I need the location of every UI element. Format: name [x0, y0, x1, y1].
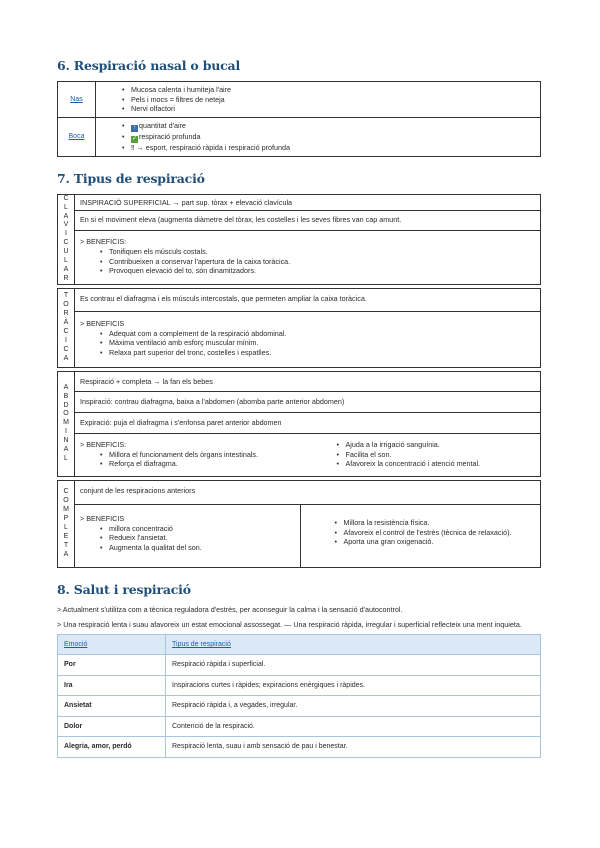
section-8-title: 8. Salut i respiració: [57, 581, 191, 597]
list-item: • Relaxa part superior del tronc, costelles i espatlles.: [98, 348, 535, 358]
letter: L: [64, 203, 68, 211]
paragraph-2: > Una respiració lenta i suau afavoreix un estat emocional assossegat. — Una respiració ràpida, irregular i superficial reflecteix una ment inquieta.: [57, 620, 522, 630]
emotion-cell: Ansietat: [58, 696, 166, 716]
list-item: • Millora el funcionament dels òrgans intestinals.: [98, 450, 293, 460]
letter: O: [63, 301, 69, 309]
list-item: • Pels i mocs = filtres de neteja: [120, 95, 540, 105]
boca-item-text: quantitat d'aire: [139, 121, 186, 131]
benefits-right: [300, 505, 541, 567]
breathing-cell: Inspiracions curtes i ràpides; expiracions enèrgiques i ràpides.: [166, 675, 541, 695]
table-row: [58, 696, 541, 716]
letter: B: [63, 392, 69, 400]
boca-link[interactable]: Boca: [68, 133, 85, 141]
benefits-list: [98, 450, 293, 469]
tipus-link[interactable]: Tipus de respiració: [172, 640, 231, 648]
list-item: • Tonifiquen els músculs costals.: [98, 247, 535, 257]
boca-cell: [58, 118, 96, 157]
letter: N: [63, 437, 69, 445]
letter: L: [64, 455, 68, 463]
letter: R: [63, 275, 69, 283]
breathing-cell: Respiració ràpida i, a vegades, irregular.: [166, 696, 541, 716]
list-item: • Mucosa calenta i humiteja l'aire: [120, 85, 540, 95]
completa-benefits: [75, 505, 540, 567]
toracica-rows: [75, 289, 540, 367]
benefits-title: > BENEFICIS:: [80, 237, 127, 247]
letter: A: [63, 446, 69, 454]
letter: C: [63, 194, 69, 202]
letter: C: [63, 239, 69, 247]
list-item: • Augmenta la qualitat del son.: [98, 543, 295, 553]
clavicular-row-1: INSPIRACIÓ SUPERFICIAL → part sup. tòrax + elevació clavícula: [75, 195, 540, 212]
letter: A: [63, 266, 69, 274]
list-item: • Afavoreix la concentració i atenció mental.: [335, 459, 536, 469]
letter: A: [63, 383, 69, 391]
breathing-cell: Respiració lenta, suau i amb sensació de pau i benestar.: [166, 737, 541, 757]
abdominal-vertical-label: [58, 372, 75, 476]
letter: A: [63, 550, 69, 558]
letter: C: [63, 327, 69, 335]
table-row: [58, 716, 541, 736]
list-item: • Ajuda a la irrigació sanguínia.: [335, 440, 536, 450]
list-item: [120, 121, 540, 132]
emocio-link[interactable]: Emoció: [64, 640, 88, 648]
letter: R: [63, 310, 69, 318]
abdominal-row-1: Respiració + completa → la fan els bebes: [75, 372, 540, 393]
benefits-title: > BENEFICIS: [80, 513, 125, 523]
paragraph-1: > Actualment s'utilitza com a tècnica reguladora d'estrès, per aconseguir la calma i la sensació d'autocontrol.: [57, 604, 403, 614]
check-icon: ✓: [131, 136, 138, 143]
benefits-right: [313, 437, 541, 472]
completa-row-1: conjunt de les respiracions anteriors: [75, 481, 540, 505]
letter: P: [63, 514, 69, 522]
benefits-title: > BENEFICIS:: [80, 439, 127, 449]
letter: I: [65, 336, 67, 344]
clavicular-vertical-label: [58, 195, 75, 285]
letter: D: [63, 401, 69, 409]
document-page: [57, 58, 541, 758]
clavicular-rows: [75, 195, 540, 285]
benefits-left: [75, 505, 300, 567]
letter: I: [65, 230, 67, 238]
letter: O: [63, 497, 69, 504]
benefits-list: [98, 329, 535, 358]
benefits-list: [335, 440, 536, 469]
completa-rows: [75, 481, 540, 567]
abdominal-benefits: [75, 434, 540, 476]
clavicular-benefits: [75, 231, 540, 284]
letter: I: [65, 428, 67, 436]
list-item: • Redueix l'ansietat.: [98, 533, 295, 543]
table-row: [58, 675, 541, 695]
abdominal-box: [57, 371, 541, 477]
benefits-list: [98, 524, 295, 553]
toracica-vertical-label: [58, 289, 75, 367]
list-item: • Nervi olfactori: [120, 104, 540, 114]
list-item: • Facilita el son.: [335, 450, 536, 460]
letter: M: [63, 505, 69, 513]
list-item: • Afavoreix el control de l'estrès (tècnica de relaxació).: [333, 528, 536, 538]
emotions-table: [57, 634, 541, 758]
table-row: [58, 81, 541, 117]
table-row: [58, 655, 541, 675]
list-item: • Adequat com a complement de la respiració abdominal.: [98, 329, 535, 339]
benefits-columns: [75, 505, 540, 567]
benefits-left: [75, 437, 313, 472]
breathing-cell: Contenció de la respiració.: [166, 716, 541, 736]
nas-link[interactable]: Nas: [70, 95, 83, 103]
benefits-title: > BENEFICIS: [80, 318, 125, 328]
clavicular-box: [57, 194, 541, 286]
clavicular-row-2: En si el moviment eleva (augmenta diàmetre del tòrax, les costelles i les seves fibres van cap amunt.: [75, 211, 540, 231]
toracica-box: [57, 288, 541, 368]
up-arrow-icon: ↑: [133, 125, 136, 132]
benefits-list: [333, 518, 536, 547]
completa-box: [57, 480, 541, 568]
letter: T: [63, 541, 69, 549]
letter: L: [64, 523, 68, 531]
emotion-cell: Dolor: [58, 716, 166, 736]
header-emocio: [58, 634, 166, 654]
abdominal-rows: [75, 372, 540, 476]
letter: C: [63, 488, 69, 496]
completa-vertical-label: [58, 481, 75, 567]
list-item: • Provoquen elevació del to, són dinamitzadors.: [98, 266, 535, 276]
table-row: [58, 737, 541, 757]
letter: E: [63, 532, 69, 540]
list-item: • Contribueixen a conservar l'apertura de la caixa toràcica.: [98, 257, 535, 267]
letter: V: [63, 221, 69, 229]
benefits-list: [98, 247, 535, 276]
abdominal-row-2: Inspiració: contrau diafragma, baixa a l'abdomen (abomba parte anterior abdomen): [75, 392, 540, 413]
table-row: [58, 118, 541, 157]
letter: L: [64, 257, 68, 265]
emotion-cell: Alegria, amor, perdó: [58, 737, 166, 757]
list-item: • ‼ → esport, respiració ràpida i respiració profunda: [120, 143, 540, 153]
letter: À: [63, 319, 69, 326]
boca-items-cell: [96, 118, 541, 157]
list-item: • Màxima ventilació amb esforç muscular mínim.: [98, 338, 535, 348]
section-7-title: 7. Tipus de respiració: [57, 170, 205, 186]
table-header-row: [58, 634, 541, 654]
nasal-bucal-table: [57, 81, 541, 157]
list-item: • Aporta una gran oxigenació.: [333, 537, 536, 547]
list-item: • Millora la resistència física.: [333, 518, 536, 528]
list-item: • millora concentració: [98, 524, 295, 534]
nas-cell: [58, 81, 96, 117]
header-tipus: [166, 634, 541, 654]
emotion-cell: Por: [58, 655, 166, 675]
benefits-columns: [75, 437, 540, 472]
emotion-cell: Ira: [58, 675, 166, 695]
section-6-title: 6. Respiració nasal o bucal: [57, 58, 241, 73]
toracica-benefits: [75, 312, 540, 367]
breathing-cell: Respiració ràpida i superficial.: [166, 655, 541, 675]
nas-list: [120, 85, 540, 114]
letter: O: [63, 410, 69, 418]
list-item: [120, 132, 540, 143]
boca-list: [120, 121, 540, 153]
letter: U: [63, 248, 69, 256]
abdominal-row-3: Expiració: puja el diafragma i s'enfonsa paret anterior abdomen: [75, 413, 540, 434]
letter: T: [63, 292, 69, 300]
toracica-row-1: Es contrau el diafragma i els músculs intercostals, que permeten ampliar la caixa toràcica.: [75, 289, 540, 312]
nas-items-cell: [96, 81, 541, 117]
letter: A: [63, 212, 69, 220]
boca-item-text: respiració profunda: [139, 132, 201, 142]
list-item: • Reforça el diafragma.: [98, 459, 293, 469]
letter: C: [63, 345, 69, 353]
letter: A: [63, 354, 69, 362]
letter: M: [63, 419, 69, 427]
